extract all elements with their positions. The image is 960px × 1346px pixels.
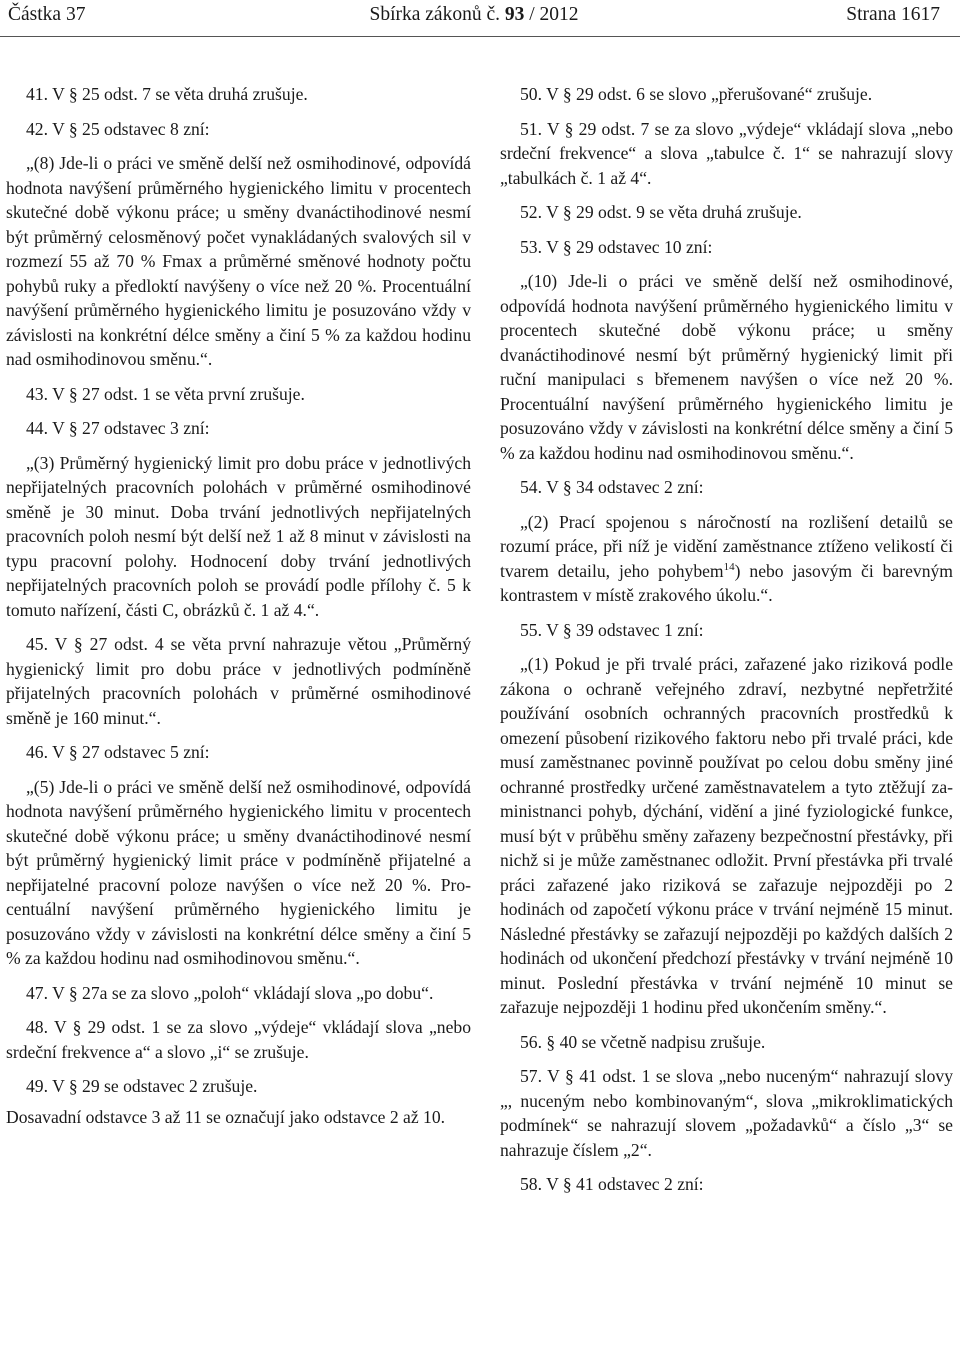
header-collection-number: 93 [504, 4, 525, 25]
right-column [500, 82, 953, 1207]
quoted-provision [500, 510, 953, 608]
amendment-item: 57. V § 41 odst. 1 se slova „nebo nuceným“ nahrazují slovy „, nuceným nebo kombinovaným“, slova „mikroklimatických podmínek“ se nahrazují slovem „požadavků“ a číslo „3“ se nahrazuje číslem „2“. [500, 1066, 953, 1160]
amendment-item: 52. V § 29 odst. 9 se věta druhá zrušuje. [520, 202, 802, 222]
left-column [6, 82, 471, 1139]
header-collection [8, 4, 940, 26]
amendment-item: 53. V § 29 odstavec 10 zní: [520, 236, 713, 257]
amendment-item: 44. V § 27 odstavec 3 zní: [26, 418, 210, 438]
amendment-item: 42. V § 25 odstavec 8 zní: [26, 118, 210, 139]
amendment-item: 47. V § 27a se za slovo „poloh“ vkládají slova „po dobu“. [26, 982, 434, 1003]
amendment-item: 56. § 40 se včetně nadpisu zrušuje. [520, 1031, 766, 1052]
amendment-item: 46. V § 27 odstavec 5 zní: [26, 742, 210, 762]
footnote-reference: 14 [723, 560, 735, 573]
amendment-item: 51. V § 29 odst. 7 se za slovo „výdeje“ vkládají slova „nebo srdeční frekvence“ a slova „tabulce č. 1“ se nahrazují slovy „tabulkách č. 1 až 4“. [500, 118, 953, 188]
amendment-item: 50. V § 29 odst. 6 se slovo „přerušované“ zrušuje. [520, 84, 873, 104]
header-collection-prefix: Sbírka zákonů č. [369, 4, 500, 25]
quoted-provision: „(1) Pokud je při trvalé práci, zařazené jako riziková podle zákona o ochraně veřejného zdraví, nezbytné nepřetržité používání osobních ochranných pracovních prostředků k omezení působení rizikového faktoru nebo při trvalé práci, kde musí zaměstnanec povinně používat po celou dobu směny jiné ochranné prostředky určené zaměstnavatelem a tyto ztěžují zaministnanci pohyb, dýchání, vidění a jiné fyziologické funkce, musí být v průběhu směny zařazeny bezpečnostní přestávky, při nichž si je může zaměstnanec odložit. První přestávka při trvalé práci zařazené jako riziková se zařazuje nejpozději po 2 hodinách od započetí výkonu práce v trvání nejméně 15 minut. Následné přestávky se zařazují nejpozději po každých dalších 2 hodinách od ukončení předchozí přestávky v trvání nejméně 10 minut. Poslední přestávka v trvání nejméně 10 minut se zařazuje nejpozději 1 hodinu před ukončením směny.“. [500, 654, 953, 1017]
header-issue: Částka 37 [8, 4, 86, 25]
provision-text: „(2) Prací spojenou s náročností na rozlišení detailů se rozumí práce, při níž je vidění zaměstnance ztíženo velikostí či tvarem detailu, jeho pohybem [500, 511, 953, 581]
header-collection-year: / 2012 [529, 4, 579, 25]
quoted-provision: „(5) Jde-li o práci ve směně delší než osmihodinové, odpovídá hodnota navýšení průměrného hygienického limitu v procentech skutečné době výkonu práce; u směny dvanáctihodinové nesmí být průměrný hygienický limit práce v podmíněně přijatelné a nepřijatelné pracovní poloze navýšen o více než 20 %. Procentuální navýšení průměrného hygienického limitu je posuzováno vždy v závislosti na konkrétní délce směny a činí 5 % za každou hodinu nad osmihodinovou směnu.“. [6, 776, 471, 968]
quoted-provision: „(10) Jde-li o práci ve směně delší než osmihodinové, odpovídá hodnota navýšení průměrného hygienického limitu v procentech skutečné době výkonu práce; u směny dvanáctihodinové nesmí být průměrný hygienický limit při ruční manipulaci s břemenem navýšen o více než 20 %. Procentuální navýšení průměrného hygienického limitu je posuzováno vždy v závislosti na konkrétní délce směny a činí 5 % za každou hodinu nad osmihodinovou směnu.“. [500, 271, 953, 463]
amendment-item: 43. V § 27 odst. 1 se věta první zrušuje. [26, 383, 305, 404]
header-page-number: Strana 1617 [846, 4, 940, 25]
amendment-item: 58. V § 41 odstavec 2 zní: [520, 1174, 704, 1194]
quoted-provision: „(3) Průměrný hygienický limit pro dobu práce v jednotlivých nepřijatelných pracovních polohách v průměrné osmihodinové směně je 30 minut. Doba trvání jednotlivých nepřijatelných pracovních poloh nesmí být delší než 1 až 8 minut v závislosti na typu pracovní polohy. Hodnocení doby trvání jednotlivých nepřijatelných pracovních poloh se provádí podle přílohy č. 5 k tomuto nařízení, části C, obrázků č. 1 až 4.“. [6, 452, 471, 620]
amendment-item: 49. V § 29 se odstavec 2 zrušuje. [26, 1076, 258, 1096]
note-paragraph: Dosavadní odstavce 3 až 11 se označují jako odstavce 2 až 10. [6, 1106, 446, 1127]
header-rule [0, 36, 960, 37]
quoted-provision: „(8) Jde-li o práci ve směně delší než osmihodinové, odpovídá hodnota navýšení průměrného hygienického limitu v procentech skutečné době výkonu práce; u směny dvanáctihodinové nesmí být průměrný celosměnový počet vynakládaných svalových sil v rozmezí 55 až 70 % Fmax a průměrné směnové hodnoty počtu pohybů ruky a předloktí navýšeny o více než 20 %. Procentuální navýšení průměrného hygienického limitu je posuzováno vždy v závislosti na konkrétní délce směny a činí 5 % za každou hodinu nad osmihodinovou směnu.“. [6, 153, 471, 369]
page-header [8, 4, 940, 32]
amendment-item: 41. V § 25 odst. 7 se věta druhá zrušuje. [26, 84, 308, 104]
amendment-item: 55. V § 39 odstavec 1 zní: [520, 619, 704, 640]
amendment-item: 48. V § 29 odst. 1 se za slovo „výdeje“ vkládají slova „nebo srdeční frekvence a“ a slovo „i“ se zrušuje. [6, 1017, 471, 1062]
amendment-item: 54. V § 34 odstavec 2 zní: [520, 477, 704, 497]
amendment-item: 45. V § 27 odst. 4 se věta první nahrazuje větou „Průměrný hygienický limit pro dobu práce v jednotlivých podmíněně přijatelných pracovních polohách v průměrné osmihodinové směně je 160 minut.“. [6, 634, 471, 728]
provision-text: ) nebo jasovým či barevným kontrastem v místě zrakového úkolu.“. [500, 560, 953, 605]
